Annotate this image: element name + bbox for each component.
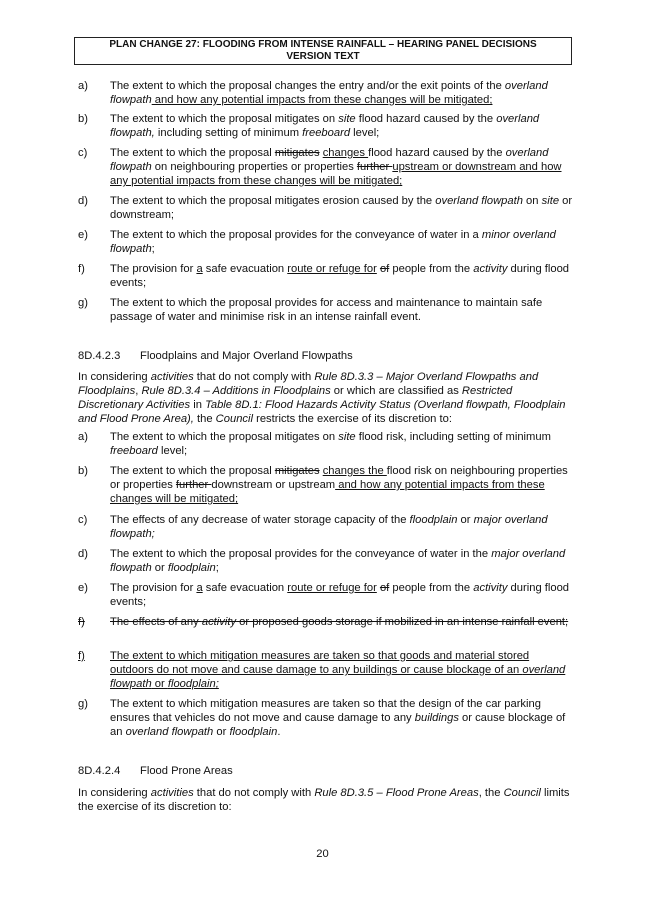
list-label: b)	[78, 113, 88, 125]
text-run: the	[193, 413, 216, 425]
text-run: Restricted Discretionary Activities	[78, 385, 513, 411]
inserted-text: overland flowpath	[110, 664, 566, 690]
text-run: freeboard	[110, 445, 158, 457]
text-run: in	[190, 399, 206, 411]
text-run: The extent to which mitigation measures are taken so that the design of the car parking ensures that vehicles do not move and cause damage to any	[110, 698, 541, 724]
list-label: g)	[78, 698, 88, 710]
deleted-text: mitigates	[274, 465, 320, 477]
text-run: .	[277, 726, 281, 738]
list-item	[78, 112, 573, 140]
text-run: overland flowpath	[435, 195, 523, 207]
text-run: safe evacuation	[202, 582, 288, 594]
text-run: level;	[350, 127, 380, 139]
text-run: Rule 8D.3.5 – Flood Prone Areas	[314, 787, 479, 799]
text-run: including setting of minimum	[154, 127, 303, 139]
list-label: a)	[78, 80, 88, 92]
list-item-deleted	[78, 615, 573, 629]
inserted-text: route or refuge for	[287, 263, 377, 275]
text-run: Council	[503, 787, 541, 799]
text-run: Rule 8D.3.4 – Additions in Floodplains	[141, 385, 331, 397]
deleted-text: further	[356, 161, 393, 173]
text-run: minor overland flowpath	[110, 229, 556, 255]
list-label: c)	[78, 147, 88, 159]
text-run: overland flowpath	[110, 147, 549, 173]
text-run: people from the	[389, 263, 474, 275]
list-text	[110, 228, 573, 256]
text-run: or cause blockage of an	[110, 712, 566, 738]
text-run: floodplain	[229, 726, 278, 738]
deleted-text: or proposed goods storage if mobilized in an intense rainfall event;	[236, 616, 569, 628]
inserted-text: and how any potential impacts from these changes will be mitigated;	[151, 94, 493, 106]
list-text	[110, 547, 573, 575]
deleted-text: further	[175, 479, 212, 491]
list-item	[78, 430, 573, 458]
text-run: or downstream;	[110, 195, 573, 221]
inserted-text: or	[151, 678, 168, 690]
text-run: that do not comply with	[193, 787, 315, 799]
text-run: or	[213, 726, 230, 738]
list-item	[78, 146, 573, 188]
list-text	[110, 697, 573, 739]
text-run: during flood events;	[110, 263, 570, 289]
text-run: The extent to which the proposal	[110, 147, 275, 159]
text-run: overland flowpath	[110, 80, 548, 106]
section-number: 8D.4.2.4	[78, 765, 121, 777]
list-text	[110, 146, 573, 188]
text-run: The provision for	[110, 582, 197, 594]
deleted-text: The effects of any	[110, 616, 202, 628]
text-run: overland flowpath,	[110, 113, 540, 139]
inserted-text: and how any potential impacts from these changes will be mitigated;	[110, 479, 545, 505]
list-item-inserted	[78, 649, 573, 691]
deleted-text: of	[379, 582, 390, 594]
text-run: activities	[150, 787, 194, 799]
text-run: or	[457, 514, 474, 526]
document-header	[74, 37, 572, 65]
text-run: site	[338, 431, 356, 443]
list-item	[78, 464, 573, 506]
list-label: a)	[78, 431, 88, 443]
list-item	[78, 547, 573, 575]
list-text	[110, 464, 573, 506]
list-label: d)	[78, 548, 88, 560]
text-run: Rule 8D.3.3 – Major Overland Flowpaths and Floodplains	[78, 371, 539, 397]
list-text	[110, 262, 573, 290]
inserted-text: changes the	[322, 465, 387, 477]
text-run: freeboard	[302, 127, 351, 139]
text-run: The extent to which the proposal changes the entry and/or the exit points of the	[110, 80, 505, 92]
inserted-text: a	[196, 582, 203, 594]
deleted-text: activity	[201, 616, 237, 628]
inserted-text: The extent to which mitigation measures are taken so that goods and material stored outdoors do not move and cause damage to any buildings or cause blockage of an	[110, 650, 530, 676]
inserted-text: upstream or downstream and how any potential impacts from these changes will be mitigated;	[110, 161, 562, 187]
text-run: limits the exercise of its discretion to:	[78, 787, 570, 813]
text-run: or	[151, 562, 168, 574]
list-text	[110, 430, 573, 458]
text-run: flood hazard caused by the	[368, 147, 506, 159]
text-run: , the	[478, 787, 504, 799]
text-run: activity	[473, 582, 508, 594]
text-run: major overland flowpath	[110, 548, 566, 574]
text-run: on neighbouring properties or properties	[151, 161, 357, 173]
text-run: safe evacuation	[202, 263, 288, 275]
list-label: e)	[78, 229, 88, 241]
text-run: floodplain	[167, 562, 216, 574]
section-title: Flood Prone Areas	[140, 765, 233, 777]
text-run: The extent to which the proposal	[110, 465, 275, 477]
list-text	[110, 513, 573, 541]
text-run: downstream or upstream	[211, 479, 336, 491]
text-run: on	[522, 195, 542, 207]
text-run: flood risk on neighbouring properties or properties	[110, 465, 568, 491]
list-item	[78, 194, 573, 222]
text-run: The extent to which the proposal mitigates on	[110, 113, 339, 125]
list-label: f)	[78, 650, 85, 662]
page-number: 20	[316, 848, 329, 860]
section-heading	[78, 349, 353, 363]
list-item	[78, 581, 573, 609]
list-label: b)	[78, 465, 88, 477]
section-title: Floodplains and Major Overland Flowpaths	[140, 350, 353, 362]
text-run: Council	[215, 413, 253, 425]
deleted-text: of	[379, 263, 390, 275]
text-run: or which are classified as	[330, 385, 462, 397]
section-number: 8D.4.2.3	[78, 350, 121, 362]
list-text	[110, 194, 573, 222]
list-text	[110, 649, 573, 691]
text-run: The provision for	[110, 263, 197, 275]
text-run: level;	[157, 445, 188, 457]
text-run: ;	[151, 243, 155, 255]
list-item	[78, 79, 573, 107]
text-run: major overland flowpath;	[110, 514, 548, 540]
list-label: d)	[78, 195, 88, 207]
text-run: In considering	[78, 371, 151, 383]
text-run: flood risk, including setting of minimum	[355, 431, 551, 443]
text-run: The extent to which the proposal provides for access and maintenance to maintain safe passage of water and minimise risk in an intense rainfall event.	[110, 297, 543, 323]
text-run: activities	[150, 371, 194, 383]
text-run: that do not comply with	[193, 371, 315, 383]
text-run: The extent to which the proposal provides for the conveyance of water in a	[110, 229, 482, 241]
list-label: e)	[78, 582, 88, 594]
list-item	[78, 262, 573, 290]
text-run: ,	[135, 385, 142, 397]
header-subtitle: VERSION TEXT	[286, 51, 360, 62]
text-run: The extent to which the proposal provides for the conveyance of water in the	[110, 548, 492, 560]
text-run: restricts the exercise of its discretion to:	[252, 413, 452, 425]
section-heading	[78, 764, 233, 778]
text-run: Table 8D.1: Flood Hazards Activity Status (Overland flowpath, Floodplain and Flood Prone Area),	[78, 399, 566, 425]
text-run: The extent to which the proposal mitigates erosion caused by the	[110, 195, 436, 207]
inserted-text: floodplain;	[167, 678, 219, 690]
list-item	[78, 697, 573, 739]
list-text	[110, 79, 573, 107]
text-run: ;	[215, 562, 219, 574]
text-run: flood hazard caused by the	[355, 113, 497, 125]
list-label: g)	[78, 297, 88, 309]
list-label: f)	[78, 616, 85, 628]
list-label: c)	[78, 514, 88, 526]
list-text	[110, 581, 573, 609]
text-run: activity	[473, 263, 508, 275]
inserted-text: route or refuge for	[287, 582, 377, 594]
list-item	[78, 296, 573, 324]
text-run: site	[541, 195, 560, 207]
text-run: floodplain	[409, 514, 458, 526]
list-text	[110, 112, 573, 140]
text-run: overland flowpath	[125, 726, 214, 738]
deleted-text: mitigates	[274, 147, 320, 159]
header-title: PLAN CHANGE 27: FLOODING FROM INTENSE RAINFALL – HEARING PANEL DECISIONS	[109, 39, 537, 50]
list-text	[110, 296, 573, 324]
text-run: The extent to which the proposal mitigates on	[110, 431, 339, 443]
list-text	[110, 615, 573, 629]
list-item	[78, 513, 573, 541]
section-intro	[78, 786, 573, 814]
text-run: In considering	[78, 787, 151, 799]
inserted-text: a	[196, 263, 203, 275]
text-run: during flood events;	[110, 582, 570, 608]
text-run: buildings	[414, 712, 459, 724]
list-item	[78, 228, 573, 256]
text-run: The effects of any decrease of water storage capacity of the	[110, 514, 410, 526]
inserted-text: changes	[322, 147, 369, 159]
list-label: f)	[78, 263, 85, 275]
section-intro	[78, 370, 573, 426]
text-run: site	[338, 113, 356, 125]
text-run: people from the	[389, 582, 474, 594]
